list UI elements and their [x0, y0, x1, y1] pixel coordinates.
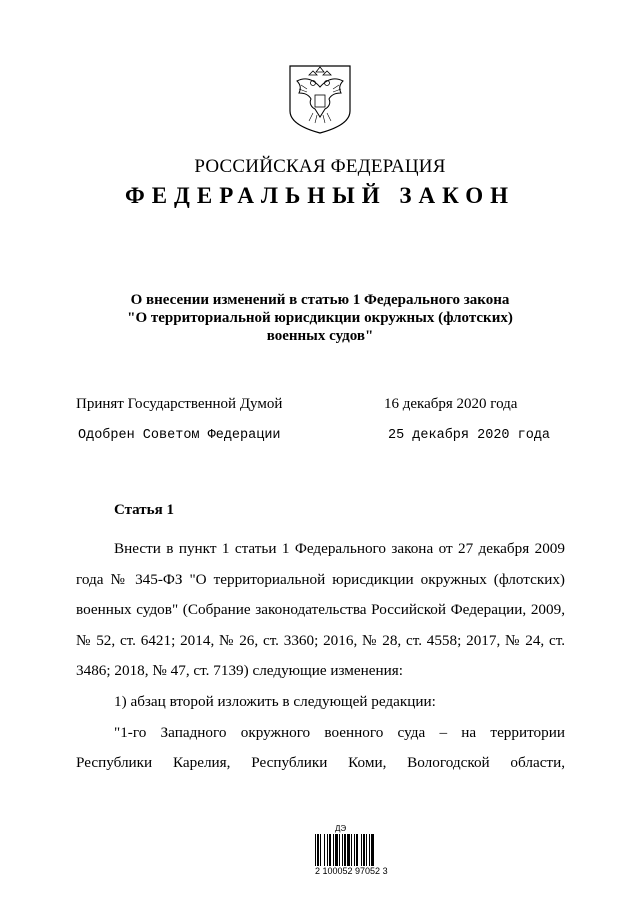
barcode-mark: ДЭ [335, 824, 347, 833]
article-paragraph: "1-го Западного окружного военного суда – на территории Республики Карелия, Республики Коми, Вологодской области, [76, 723, 565, 772]
law-title-line: военных судов" [266, 328, 374, 344]
article-body [76, 534, 565, 779]
duma-adoption-label: Принят Государственной Думой [76, 396, 283, 412]
coat-of-arms-emblem [287, 63, 353, 135]
article-paragraph: Внести в пункт 1 статьи 1 Федерального закона от 27 декабря 2009 года № 345-ФЗ "О территориальной юрисдикции окружных (флотских) военных судов" (Собрание законодательства Российской Федерации, 2009, № 52, ст. 6421; 2014, № 26, ст. 3360; 2016, № 28, ст. 4558; 2017, № 24, ст. 3486; 2018, № 47, ст. 7139) следующие изменения: [76, 540, 565, 680]
duma-adoption-date: 16 декабря 2020 года [384, 396, 518, 412]
document-type: ФЕДЕРАЛЬНЫЙ ЗАКОН [124, 183, 516, 208]
duma-adoption-row [76, 396, 556, 416]
council-approval-label: Одобрен Советом Федерации [78, 428, 281, 443]
council-approval-row [78, 428, 558, 448]
barcode-bars [315, 834, 407, 866]
article-paragraph: 1) абзац второй изложить в следующей редакции: [114, 692, 436, 710]
barcode-number: 2 100052 97052 3 [315, 866, 388, 876]
law-title-line: "О территориальной юрисдикции окружных (флотских) [127, 310, 513, 326]
document-barcode [315, 824, 407, 884]
country-name: РОССИЙСКАЯ ФЕДЕРАЦИЯ [194, 156, 446, 177]
law-title-line: О внесении изменений в статью 1 Федерального закона [130, 292, 510, 308]
law-title [90, 291, 550, 345]
article-heading: Статья 1 [114, 502, 174, 518]
council-approval-date: 25 декабря 2020 года [388, 428, 551, 443]
